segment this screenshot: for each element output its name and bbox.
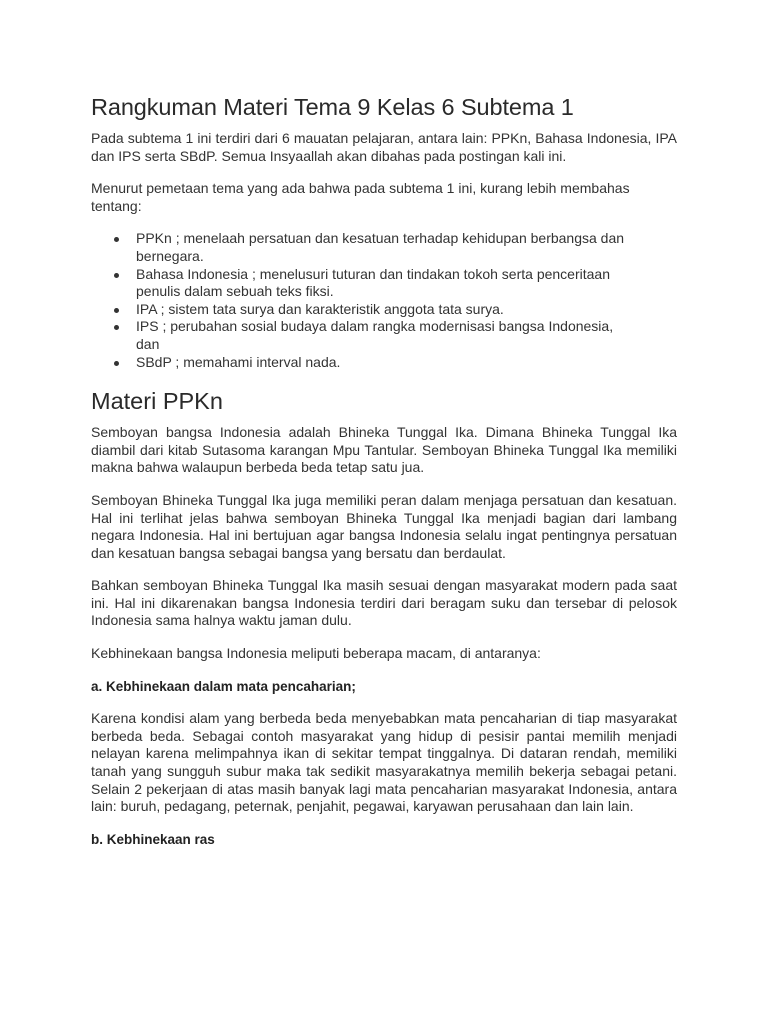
subheading-mata-pencaharian: a. Kebhinekaan dalam mata pencaharian; — [91, 678, 356, 694]
section-paragraph-1: Semboyan bangsa Indonesia adalah Bhineka Tunggal Ika. Dimana Bhineka Tunggal Ika diambil dari kitab Sutasoma karangan Mpu Tantular. Semboyan Bhineka Tunggal Ika memiliki makna bahwa walaupun berbeda beda tetap satu jua. — [91, 424, 677, 476]
section-paragraph-2: Semboyan Bhineka Tunggal Ika juga memiliki peran dalam menjaga persatuan dan kesatuan. Hal ini terlihat jelas bahwa semboyan Bhineka Tunggal Ika menjadi bagian dari lambang negara Indonesia. Hal ini bertujuan agar bangsa Indonesia selalu ingat pentingnya persatuan dan kesatuan bangsa sebagai bangsa yang bersatu dan berdaulat. — [91, 491, 677, 561]
intro-paragraph-2: Menurut pemetaan tema yang ada bahwa pada subtema 1 ini, kurang lebih membahas tentang: — [91, 180, 630, 214]
section-heading-materi-ppkn: Materi PPKn — [91, 388, 223, 415]
list-item — [136, 266, 677, 301]
list-item-text: Bahasa Indonesia ; menelusuri tuturan dan tindakan tokoh serta penceritaan penulis dalam sebuah teks fiksi. — [136, 265, 610, 300]
intro-paragraph-1: Pada subtema 1 ini terdiri dari 6 mauatan pelajaran, antara lain: PPKn, Bahasa Indonesia, IPA dan IPS serta SBdP. Semua Insyaallah akan dibahas pada postingan kali ini. — [91, 130, 677, 164]
bullet-icon — [114, 273, 119, 278]
list-item — [136, 318, 677, 353]
list-item-text: SBdP ; memahami interval nada. — [136, 353, 341, 370]
list-item-text: PPKn ; menelaah persatuan dan kesatuan terhadap kehidupan berbangsa dan bernegara. — [136, 230, 625, 264]
document-page — [91, 92, 677, 863]
bullet-icon — [114, 237, 119, 242]
subheading-ras: b. Kebhinekaan ras — [91, 831, 215, 847]
list-item-text: IPS ; perubahan sosial budaya dalam rangka modernisasi bangsa Indonesia, dan — [136, 318, 614, 352]
mata-pencaharian-paragraph: Karena kondisi alam yang berbeda beda menyebabkan mata pencaharian di tiap masyarakat berbeda beda. Sebagai contoh masyarakat yang hidup di pesisir pantai memilih menjadi nelayan karena melimpahnya ikan di sekitar tempat tinggalnya. Di dataran rendah, memiliki tanah yang sungguh subur maka tak sedikit masyarakatnya memilih bekerja sebagai petani. Selain 2 pekerjaan di atas masih banyak lagi mata pencaharian masyarakat Indonesia, antara lain: buruh, pedagang, peternak, penjahit, pegawai, karyawan perusahaan dan lain lain. — [91, 710, 677, 815]
list-item — [136, 230, 677, 265]
list-item — [136, 354, 677, 372]
section-paragraph-4: Kebhinekaan bangsa Indonesia meliputi beberapa macam, di antaranya: — [91, 645, 541, 662]
list-item — [136, 301, 677, 319]
page-title: Rangkuman Materi Tema 9 Kelas 6 Subtema 1 — [91, 94, 574, 120]
bullet-icon — [114, 308, 119, 313]
section-paragraph-3: Bahkan semboyan Bhineka Tunggal Ika masih sesuai dengan masyarakat modern pada saat ini. Hal ini dikarenakan bangsa Indonesia terdiri dari beragam suku dan tersebar di pelosok Indonesia sama halnya waktu jaman dulu. — [91, 577, 677, 629]
bullet-icon — [114, 361, 119, 366]
bullet-icon — [114, 325, 119, 330]
topic-list — [91, 230, 677, 371]
list-item-text: IPA ; sistem tata surya dan karakteristik anggota tata surya. — [136, 300, 504, 317]
